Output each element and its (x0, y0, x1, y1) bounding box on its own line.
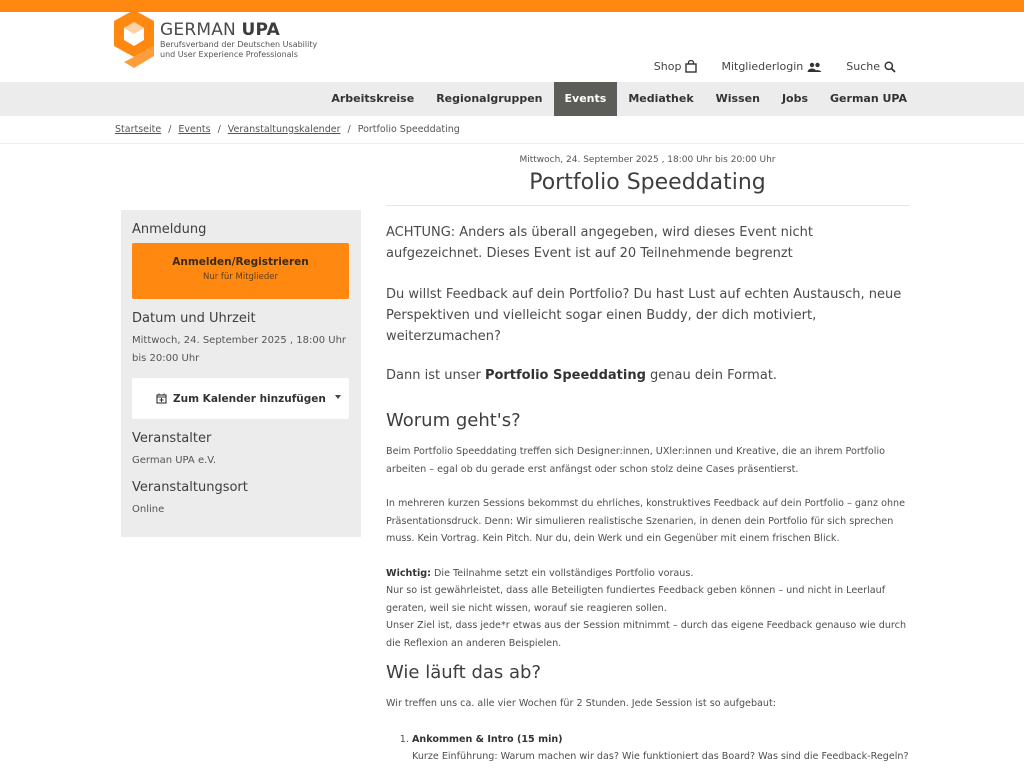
breadcrumb-veranstaltungskalender[interactable]: Veranstaltungskalender (227, 124, 341, 135)
people-icon (807, 62, 822, 72)
nav-wissen[interactable]: Wissen (715, 92, 760, 105)
nav-arbeitskreise[interactable]: Arbeitskreise (331, 92, 415, 105)
section-heading-worum: Worum geht's? (386, 410, 521, 431)
event-date: Mittwoch, 24. September 2025 , 18:00 Uhr bis 20:00 Uhr (519, 155, 776, 165)
search-link[interactable] (846, 60, 896, 73)
organizer-heading: Veranstalter (132, 431, 212, 446)
section1-paragraph-1: Beim Portfolio Speeddating treffen sich Designer:innen, UXler:innen und Kreative, die an ihrem Portfolio arbeiten – egal ob du gerade erst anfängst oder schon stolz deine Cases präsentierst. (386, 446, 886, 475)
register-button-note: Nur für Mitglieder (202, 272, 278, 282)
breadcrumb-current: Portfolio Speeddating (357, 124, 460, 135)
section2-paragraph-1: Wir treffen uns ca. alle vier Wochen für 2 Stunden. Jede Session ist so aufgebaut: (386, 698, 776, 709)
chevron-down-icon (335, 395, 341, 399)
datetime-value: Mittwoch, 24. September 2025 , 18:00 Uhr bis 20:00 Uhr (132, 335, 347, 364)
list-item: 1. Ankommen & Intro (15 min) Kurze Einführung: Warum machen wir das? Wie funktioniert das Board? Was sind die Feedback-Regeln? (412, 731, 909, 765)
session-steps-list (386, 731, 909, 765)
notice-text: ACHTUNG: Anders als überall angegeben, wird dieses Event nicht aufgezeichnet. Dieses Event ist auf 20 Teilnehmende begrenzt (386, 225, 814, 261)
add-to-calendar-button[interactable] (132, 378, 349, 419)
search-label: Suche (846, 60, 880, 73)
organizer-value: German UPA e.V. (132, 455, 217, 466)
nav-jobs[interactable]: Jobs (781, 92, 809, 105)
register-button[interactable] (132, 243, 349, 299)
nav-regionalgruppen[interactable]: Regionalgruppen (436, 92, 543, 105)
brand-title: GERMAN UPA (160, 20, 281, 40)
divider (386, 205, 909, 206)
breadcrumb (115, 124, 460, 135)
brand-subtitle-2: und User Experience Professionals (160, 50, 298, 59)
breadcrumb-separator: / (217, 124, 221, 135)
calendar-plus-icon (156, 393, 167, 404)
location-value: Online (132, 504, 165, 515)
nav-german-upa[interactable]: German UPA (830, 92, 907, 105)
brand[interactable] (160, 20, 317, 60)
event-sidebar (121, 210, 361, 537)
page-title: Portfolio Speeddating (529, 170, 766, 195)
member-login-label: Mitgliederlogin (721, 60, 804, 73)
breadcrumb-startseite[interactable]: Startseite (115, 124, 162, 135)
breadcrumb-separator: / (347, 124, 351, 135)
registration-heading: Anmeldung (132, 222, 207, 237)
member-login-link[interactable] (721, 60, 822, 73)
datetime-heading: Datum und Uhrzeit (132, 311, 256, 326)
shop-label: Shop (653, 60, 682, 73)
main-nav (320, 82, 918, 116)
important-paragraph: Wichtig: Die Teilnahme setzt ein vollständiges Portfolio voraus. Nur so ist gewährleistet, dass alle Beteiligten fundiertes Feedback geben können – und nicht in Leerlauf geraten, weil sie nicht wissen, worauf sie reagieren sollen. Unser Ziel ist, dass jede*r etwas aus der Session mitnimmt – durch das eigene Feedback genauso wie durch die Reflexion an anderen Beispielen. (386, 567, 907, 649)
german-upa-logo-icon[interactable] (112, 10, 156, 70)
location-heading: Veranstaltungsort (132, 480, 248, 495)
event-content (386, 155, 909, 765)
format-text: Dann ist unser Portfolio Speeddating genau dein Format. (386, 368, 778, 383)
add-to-calendar-label: Zum Kalender hinzufügen (173, 392, 326, 405)
intro-text: Du willst Feedback auf dein Portfolio? Du hast Lust auf echten Austausch, neue Perspektiven und vielleicht sogar einen Buddy, der dich motiviert, weiterzumachen? (386, 287, 902, 344)
divider (0, 143, 1024, 144)
breadcrumb-separator: / (168, 124, 172, 135)
shop-link[interactable] (654, 60, 698, 73)
nav-events[interactable]: Events (554, 82, 618, 116)
register-button-label: Anmelden/Registrieren (172, 256, 309, 268)
nav-mediathek[interactable]: Mediathek (628, 92, 694, 105)
breadcrumb-events[interactable]: Events (178, 124, 211, 135)
utility-nav (654, 60, 896, 73)
section-heading-ablauf: Wie läuft das ab? (386, 662, 542, 683)
brand-subtitle-1: Berufsverband der Deutschen Usability (160, 40, 318, 49)
shopping-bag-icon (685, 60, 697, 73)
search-icon (884, 61, 896, 73)
section1-paragraph-2: In mehreren kurzen Sessions bekommst du ehrliches, konstruktives Feedback auf dein Portfolio – ganz ohne Präsentationsdruck. Denn: Wir simulieren realistische Szenarien, in denen dein Portfolio für sich sprechen muss. Kein Vortrag. Kein Pitch. Nur du, dein Werk und ein Gegenüber mit einem frischen Blick. (386, 498, 906, 544)
main-nav-bar (0, 82, 1024, 116)
